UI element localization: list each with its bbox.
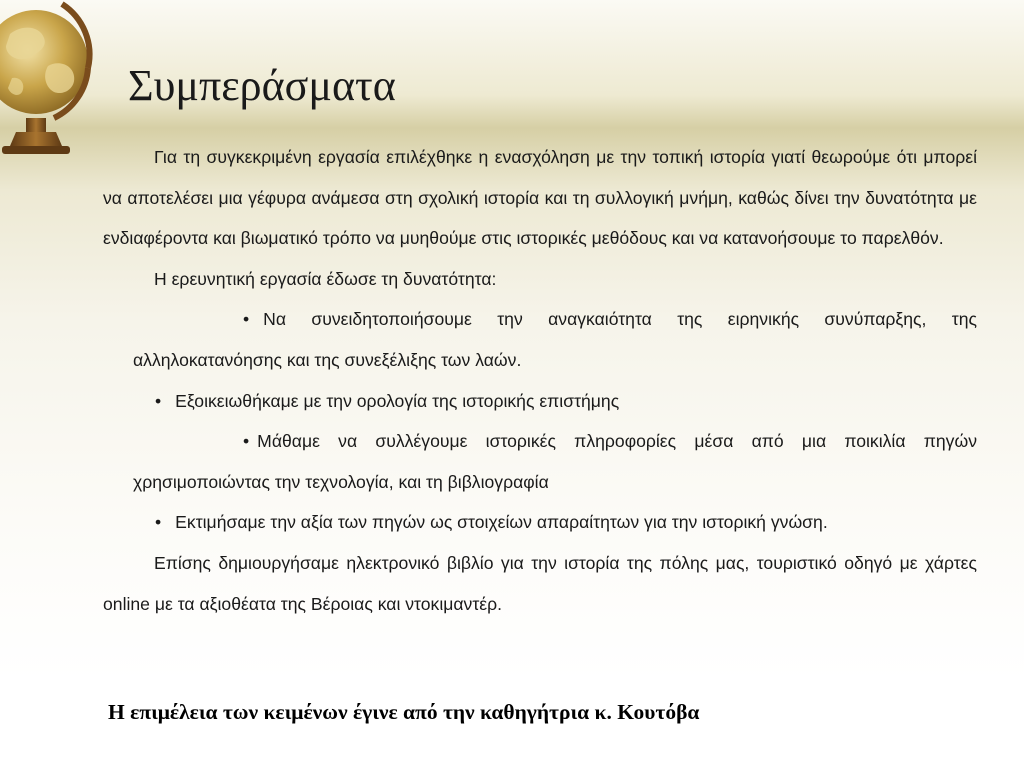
credits-footer: Η επιμέλεια των κειμένων έγινε από την καθηγήτρια κ. Κουτόβα [108, 700, 700, 724]
bullet-text: Εκτιμήσαμε την αξία των πηγών ως στοιχείων απαραίτητων για την ιστορική γνώση. [175, 512, 828, 533]
intro-paragraph: Για τη συγκεκριμένη εργασία επιλέχθηκε η ενασχόληση με την τοπική ιστορία γιατί θεωρούμε ότι μπορεί να αποτελέσει μια γέφυρα ανάμεσα στη σχολική ιστορία και τη συλλογική μνήμη, καθώς δίνει την δυνατότητα με ενδιαφέροντα και βιωματικό τρόπο να μυηθούμε στις ιστορικές μεθόδους και να κατανοήσουμε το παρελθόν. [103, 147, 977, 249]
list-item [103, 299, 977, 380]
list-item [103, 421, 977, 502]
bullet-icon: • [243, 431, 250, 452]
slide-body [103, 137, 977, 624]
globe-icon [0, 0, 104, 164]
bullet-icon: • [155, 512, 162, 533]
list-item [103, 381, 977, 422]
slide-title: Συμπεράσματα [128, 61, 396, 110]
research-lead-paragraph: Η ερευνητική εργασία έδωσε τη δυνατότητα: [154, 268, 497, 289]
bullet-text: Εξοικειωθήκαμε με την ορολογία της ιστορικής επιστήμης [175, 390, 620, 411]
closing-paragraph: Επίσης δημιουργήσαμε ηλεκτρονικό βιβλίο για την ιστορία της πόλης μας, τουριστικό οδηγό με χάρτες online με τα αξιοθέατα της Βέροιας και ντοκιμαντέρ. [103, 552, 977, 614]
list-item [103, 502, 977, 543]
bullet-icon: • [243, 309, 250, 330]
bullet-icon: • [155, 390, 162, 411]
bullet-text: Μάθαμε να συλλέγουμε ιστορικές πληροφορίες μέσα από μια ποικιλία πηγών χρησιμοποιώντας την τεχνολογία, και τη βιβλιογραφία [133, 431, 977, 492]
bullet-text: Να συνειδητοποιήσουμε την αναγκαιότητα της ειρηνικής συνύπαρξης, της αλληλοκατανόησης και της συνεξέλιξης των λαών. [133, 309, 977, 370]
